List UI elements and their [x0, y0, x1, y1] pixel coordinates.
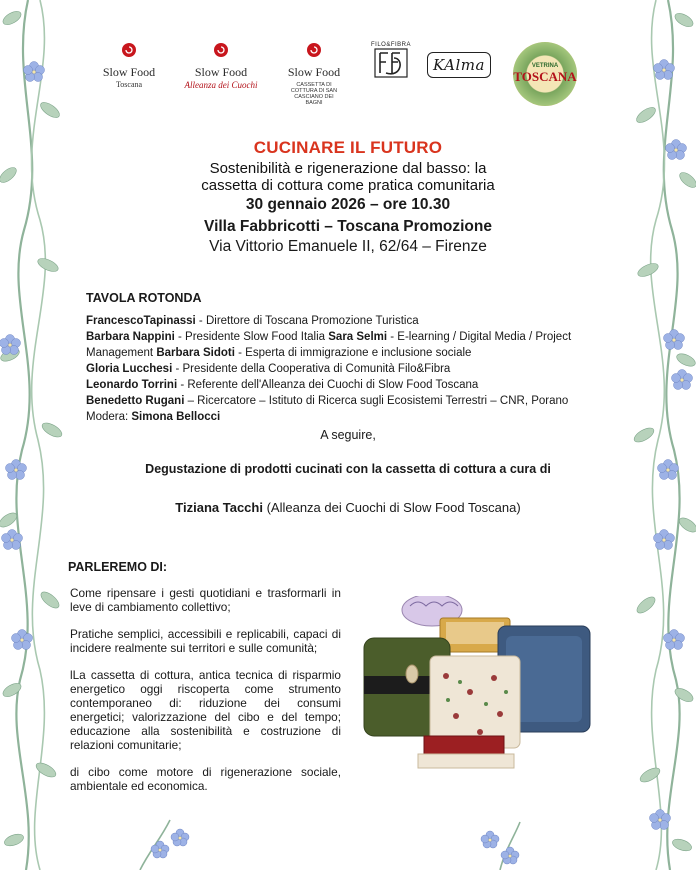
snail-logo-icon — [303, 42, 325, 58]
event-subtitle: Sostenibilità e rigenerazione dal basso: la cassetta di cottura come pratica comunitaria — [201, 160, 495, 194]
flower-icon — [481, 831, 499, 848]
tasting-text: Degustazione di prodotti cucinati con la cassetta di cottura a cura di — [145, 462, 551, 476]
event-title: CUCINARE IL FUTURO — [253, 138, 443, 157]
slow-food-alleanza-logo: Slow Food Alleanza dei Cuochi — [183, 42, 259, 90]
speaker-item: Benedetto Rugani – Ricercatore – Istituto di Ricerca sugli Ecosistemi Terrestri – CNR, Porano — [86, 395, 569, 407]
flower-icon — [654, 60, 675, 80]
flower-icon — [0, 335, 21, 355]
flower-icon — [664, 330, 685, 350]
filo-e-fibra-logo: FILO&FIBRA — [371, 42, 411, 83]
flower-icon — [666, 140, 687, 160]
flower-icon — [12, 630, 33, 650]
speaker-item: Gloria Lucchesi - Presidente della Cooperativa di Comunità Filo&Fibra — [86, 363, 451, 375]
event-header — [120, 138, 576, 256]
kalma-logo: KAlma — [427, 52, 491, 78]
flower-icon — [664, 630, 685, 650]
round-table-title: TAVOLA ROTONDA — [86, 291, 202, 305]
speaker-item: Leonardo Torrini - Referente dell'Alleanza dei Cuochi di Slow Food Toscana — [86, 379, 479, 391]
event-date: 30 gennaio 2026 – ore 10.30 — [245, 196, 451, 213]
follow-text: A seguire, — [320, 428, 376, 442]
talk-point: Come ripensare i gesti quotidiani e trasformarli in leve di cambiamento collettivo; — [70, 586, 341, 614]
flower-icon — [654, 530, 675, 550]
snail-logo-icon — [210, 42, 232, 58]
filo-e-fibra-mark-icon — [374, 48, 408, 78]
partner-logos — [95, 42, 595, 112]
event-address: Via Vittorio Emanuele II, 62/64 – Firenze — [209, 238, 487, 255]
cooking-box-image — [360, 596, 600, 776]
chef-line: Tiziana Tacchi (Alleanza dei Cuochi di Slow Food Toscana) — [175, 500, 521, 515]
speaker-item: Barbara Nappini - Presidente Slow Food Italia Sara Selmi - E-learning / Digital Media / Project Management Barbara Sidoti - Esperta di immigrazione e inclusione sociale — [86, 331, 572, 359]
flower-icon — [24, 62, 45, 82]
slow-food-toscana-logo: Slow Food Toscana — [95, 42, 163, 89]
talk-point: Pratiche semplici, accessibili e replicabili, capaci di incidere realmente sui territori e sulle comunità; — [70, 627, 341, 655]
snail-logo-icon — [118, 42, 140, 58]
slow-food-cassetta-logo: Slow Food CASSETTA DI COTTURA DI SAN CASCIANO DEI BAGNI — [280, 42, 348, 106]
flower-icon — [672, 370, 693, 390]
vetrina-toscana-logo: VETRINA TOSCANA — [513, 42, 579, 106]
floral-border-bottom — [0, 810, 696, 870]
event-venue: Villa Fabbricotti – Toscana Promozione — [204, 218, 492, 235]
flower-icon — [151, 841, 169, 858]
flower-icon — [501, 847, 519, 864]
speaker-list — [86, 313, 616, 425]
talk-point: di cibo come motore di rigenerazione sociale, ambientale ed economica. — [70, 765, 341, 793]
moderator-line: Modera: Simona Bellocci — [86, 411, 221, 423]
flower-icon — [171, 829, 189, 846]
speaker-item: FrancescoTapinassi - Direttore di Toscana Promozione Turistica — [86, 315, 419, 327]
talk-point: lLa cassetta di cottura, antica tecnica di risparmio energetico oggi riscoperta come strumento contemporaneo di: riduzione dei consumi energetici; valorizzazione del cibo e del tempo; educazione alla sostenibilità e costruzione di relazioni comunitarie; — [70, 668, 341, 752]
talk-title: PARLEREMO DI: — [68, 560, 168, 574]
talk-points — [70, 586, 341, 806]
